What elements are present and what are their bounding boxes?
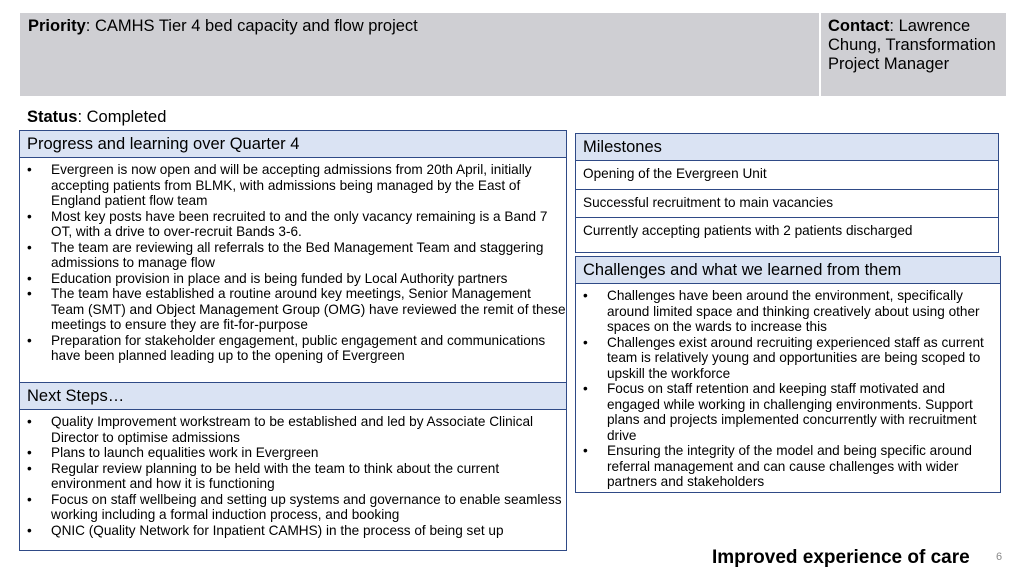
challenges-panel xyxy=(575,256,1001,493)
progress-panel xyxy=(19,130,567,383)
progress-title: Progress and learning over Quarter 4 xyxy=(20,131,566,158)
list-item: • Quality Improvement workstream to be established and led by Associate Clinical Director to optimise admissions xyxy=(20,414,566,445)
list-item: • Preparation for stakeholder engagement, public engagement and communications have been planned leading up to the opening of Evergreen xyxy=(20,333,566,364)
list-item: • Education provision in place and is being funded by Local Authority partners xyxy=(20,271,566,287)
milestones-title: Milestones xyxy=(576,134,998,161)
milestone-row: Opening of the Evergreen Unit xyxy=(576,161,998,190)
list-item: • The team have established a routine around key meetings, Senior Management Team (SMT) and Object Management Group (OMG) have reviewed the remit of these meetings to ensure they are fit-for-purpose xyxy=(20,286,566,333)
page-number: 6 xyxy=(996,551,1003,563)
list-item: • Ensuring the integrity of the model and being specific around referral management and can cause challenges with wider partners and stakeholders xyxy=(576,443,1000,490)
list-item: • QNIC (Quality Network for Inpatient CAMHS) in the process of being set up xyxy=(20,523,566,539)
status-value: : Completed xyxy=(77,108,167,126)
challenges-list xyxy=(576,284,1000,490)
list-item: • Regular review planning to be held with the team to think about the current environment and how it is functioning xyxy=(20,461,566,492)
priority-cell xyxy=(20,13,819,96)
milestone-row: Currently accepting patients with 2 patients discharged xyxy=(583,223,913,238)
list-item: • Evergreen is now open and will be accepting admissions from 20th April, initially accepting patients from BLMK, with admissions being managed by the East of England patient flow team xyxy=(20,162,566,209)
priority-label: Priority xyxy=(28,17,86,35)
status-label: Status xyxy=(27,108,78,126)
list-item: • Plans to launch equalities work in Evergreen xyxy=(20,445,566,461)
list-item: • The team are reviewing all referrals to the Bed Management Team and staggering admissions to manage flow xyxy=(20,240,566,271)
next-steps-list xyxy=(20,410,566,538)
contact-label: Contact xyxy=(828,17,890,35)
next-steps-panel xyxy=(19,382,567,551)
milestone-row: Successful recruitment to main vacancies xyxy=(576,190,998,218)
list-item: • Focus on staff retention and keeping staff motivated and engaged while working in challenging environments. Support plans and projects implemented concurrently with recruitment drive xyxy=(576,381,1000,443)
contact-value: : Lawrence Chung, Transformation Project Manager xyxy=(828,17,996,73)
list-item: • Focus on staff wellbeing and setting up systems and governance to enable seamless working including a formal induction process, and booking xyxy=(20,492,566,523)
contact-cell xyxy=(821,13,1006,96)
challenges-title: Challenges and what we learned from them xyxy=(576,257,1000,284)
list-item: • Most key posts have been recruited to and the only vacancy remaining is a Band 7 OT, with a drive to over-recruit Bands 3-6. xyxy=(20,209,566,240)
next-steps-title: Next Steps… xyxy=(20,383,566,410)
milestones-panel xyxy=(575,133,999,253)
footer-title: Improved experience of care xyxy=(712,547,970,568)
status-line xyxy=(27,107,166,127)
priority-value: : CAMHS Tier 4 bed capacity and flow project xyxy=(85,17,418,35)
list-item: • Challenges have been around the environment, specifically around limited space and thinking creatively about using other spaces on the wards to increase this xyxy=(576,288,1000,335)
list-item: • Challenges exist around recruiting experienced staff as current team is relatively young and opportunities are being scoped to upskill the workforce xyxy=(576,335,1000,382)
progress-list xyxy=(20,158,566,364)
